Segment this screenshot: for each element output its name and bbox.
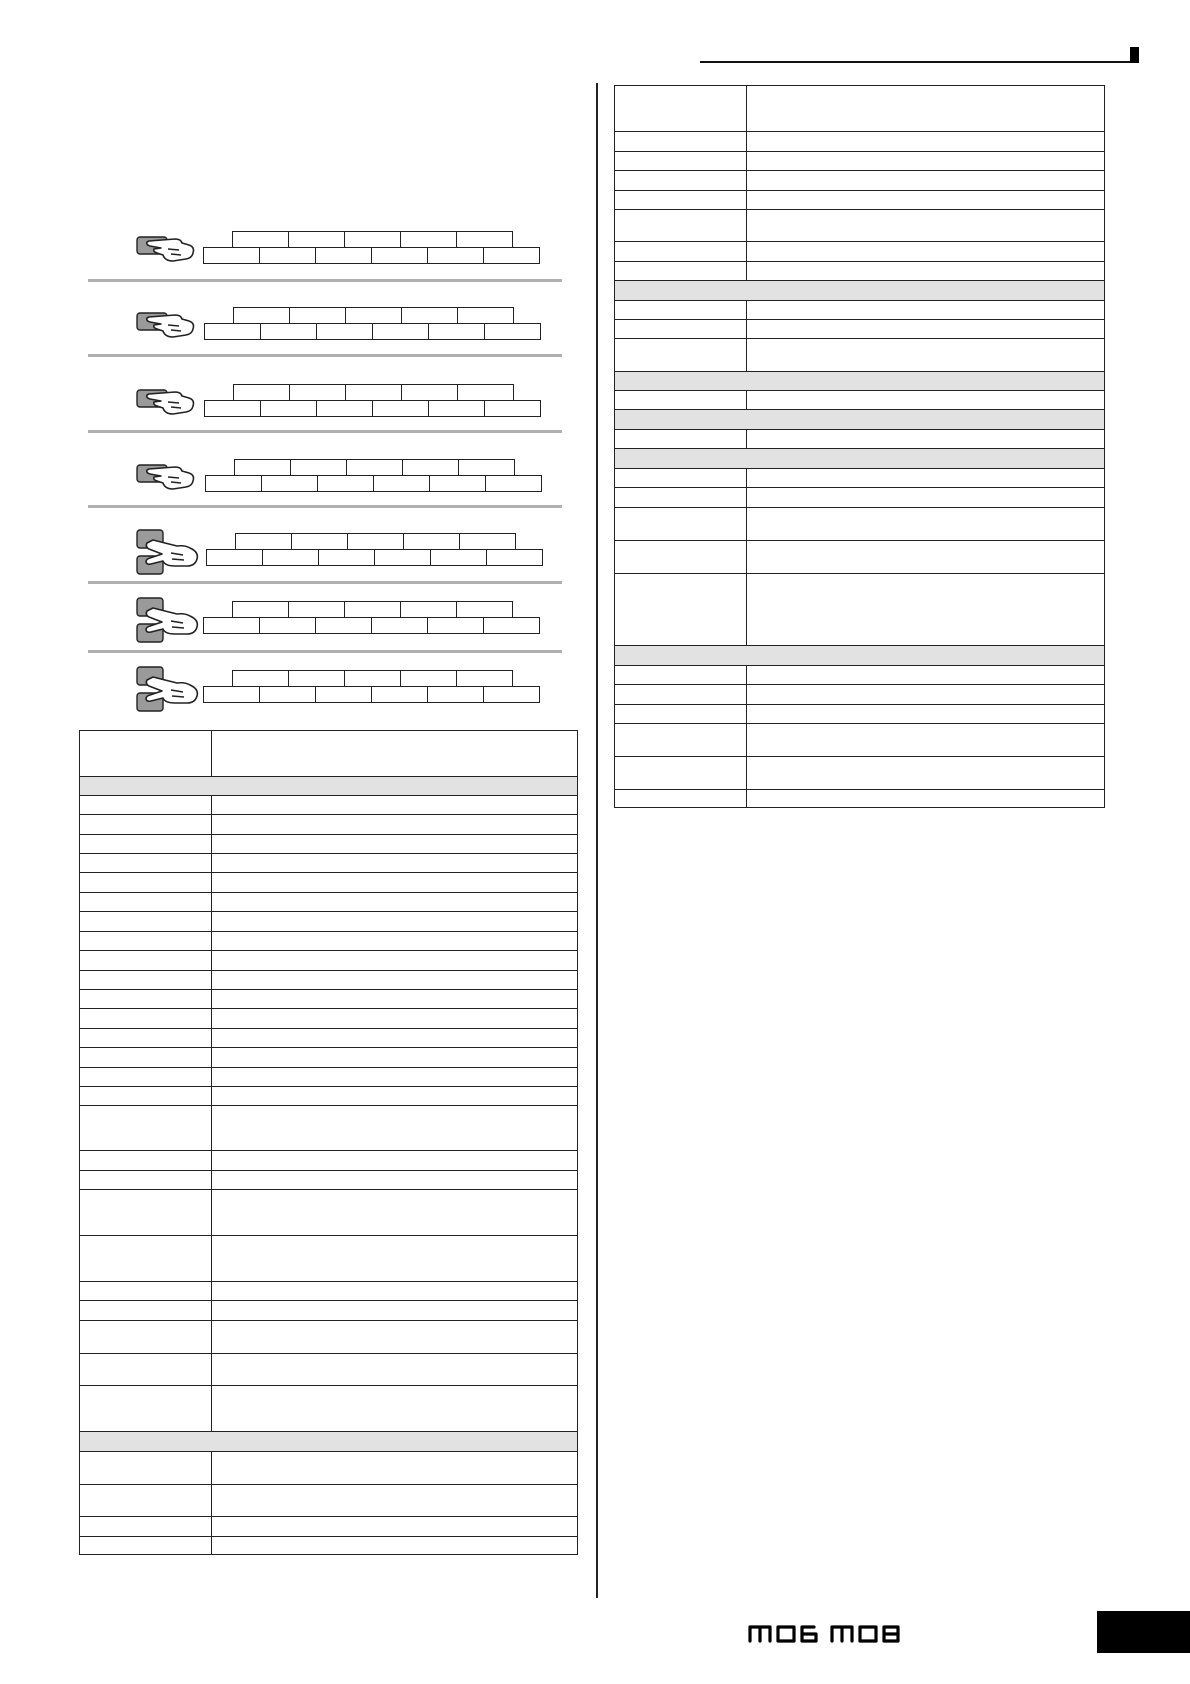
parameter-cell [615, 790, 747, 808]
key-cell [318, 549, 375, 566]
parameter-table-left [79, 730, 578, 1555]
parameter-cell [615, 541, 747, 574]
value-cell [212, 971, 578, 990]
header-marker [1130, 47, 1139, 63]
parameter-cell [80, 893, 212, 912]
key-cell [401, 384, 458, 401]
value-cell [212, 1151, 578, 1171]
value-cell [212, 1106, 578, 1151]
value-cell [747, 541, 1105, 574]
key-cell [259, 686, 316, 703]
key-cell [484, 323, 541, 340]
parameter-cell [80, 1029, 212, 1048]
table-row [615, 508, 1105, 541]
parameter-cell [615, 171, 747, 191]
page-number-tab [1097, 1611, 1190, 1653]
key-cell [483, 247, 540, 264]
parameter-cell [80, 1106, 212, 1151]
key-cell [205, 475, 262, 492]
key-cell [485, 475, 542, 492]
key-cell [402, 459, 459, 476]
value-cell [212, 815, 578, 835]
group-separator [88, 354, 562, 357]
key-cell [203, 247, 260, 264]
table-row [80, 1029, 578, 1048]
parameter-cell [615, 488, 747, 508]
value-cell [747, 152, 1105, 171]
section-cell [615, 449, 1105, 469]
value-cell [212, 1087, 578, 1106]
table-row [80, 1517, 578, 1537]
parameter-cell [80, 912, 212, 932]
table-section-row [615, 281, 1105, 301]
key-cell [371, 686, 428, 703]
table-row [80, 1452, 578, 1485]
parameter-cell [615, 430, 747, 449]
value-cell [747, 242, 1105, 262]
section-cell [615, 646, 1105, 666]
value-cell [747, 724, 1105, 757]
parameter-cell [615, 132, 747, 152]
table-section-row [80, 777, 578, 796]
key-cell [288, 670, 345, 687]
key-cell [289, 384, 346, 401]
key-cell [344, 231, 401, 248]
table-row [615, 488, 1105, 508]
table-row [615, 391, 1105, 410]
table-section-row [80, 1432, 578, 1452]
parameter-cell [615, 666, 747, 685]
table-row [80, 1171, 578, 1190]
key-cell [206, 549, 263, 566]
key-cell [344, 670, 401, 687]
key-cell [400, 670, 457, 687]
key-cell [291, 533, 348, 550]
parameter-cell [615, 152, 747, 171]
key-cell [345, 307, 402, 324]
key-cell [262, 549, 319, 566]
key-cell [203, 686, 260, 703]
key-cell [235, 533, 292, 550]
table-section-row [615, 410, 1105, 430]
parameter-cell [80, 971, 212, 990]
table-row [615, 705, 1105, 724]
key-cell [428, 400, 485, 417]
value-cell [747, 320, 1105, 339]
key-row-upper [232, 231, 513, 248]
section-cell [615, 372, 1105, 391]
value-cell [212, 1171, 578, 1190]
parameter-cell [615, 469, 747, 488]
table-row [615, 191, 1105, 210]
parameter-cell [80, 1236, 212, 1282]
key-cell [316, 323, 373, 340]
parameter-cell [80, 990, 212, 1009]
value-cell [747, 469, 1105, 488]
value-cell [747, 685, 1105, 705]
parameter-cell [615, 391, 747, 410]
key-cell [234, 459, 291, 476]
key-cell [288, 601, 345, 618]
parameter-cell [615, 574, 747, 646]
key-row-lower [203, 686, 540, 703]
key-cell [316, 400, 373, 417]
parameter-cell [80, 835, 212, 854]
key-cell [457, 307, 514, 324]
key-cell [317, 475, 374, 492]
value-cell [212, 912, 578, 932]
group-separator [88, 430, 562, 433]
section-cell [615, 281, 1105, 301]
table-section-row [615, 449, 1105, 469]
table-row [80, 835, 578, 854]
parameter-cell [80, 1087, 212, 1106]
key-cell [483, 617, 540, 634]
value-cell [212, 1537, 578, 1555]
value-cell [212, 1068, 578, 1087]
table-row [615, 724, 1105, 757]
parameter-cell [615, 724, 747, 757]
key-cell [483, 686, 540, 703]
section-cell [80, 1432, 578, 1452]
value-cell [212, 835, 578, 854]
key-cell [458, 459, 515, 476]
key-cell [260, 400, 317, 417]
key-cell [346, 459, 403, 476]
key-cell [203, 617, 260, 634]
value-cell [212, 1301, 578, 1321]
parameter-cell [615, 685, 747, 705]
value-cell [212, 951, 578, 971]
value-cell [212, 1386, 578, 1432]
key-cell [459, 533, 516, 550]
table-row [80, 990, 578, 1009]
key-cell [429, 475, 486, 492]
value-cell [747, 508, 1105, 541]
parameter-cell [80, 873, 212, 893]
key-row-lower [204, 323, 541, 340]
table-row [80, 1009, 578, 1029]
key-cell [371, 617, 428, 634]
key-cell [427, 617, 484, 634]
table-row [80, 873, 578, 893]
key-row-upper [234, 459, 515, 476]
parameter-cell [80, 1151, 212, 1171]
parameter-cell [615, 508, 747, 541]
table-row [80, 1282, 578, 1301]
table-row [80, 815, 578, 835]
key-cell [403, 533, 460, 550]
key-row-lower [203, 247, 540, 264]
table-row [615, 574, 1105, 646]
value-cell [212, 932, 578, 951]
parameter-cell [80, 1009, 212, 1029]
key-cell [315, 247, 372, 264]
key-cell [486, 549, 543, 566]
table-row [80, 1537, 578, 1555]
parameter-cell [80, 1517, 212, 1537]
value-cell [212, 873, 578, 893]
parameter-cell [80, 815, 212, 835]
value-cell [747, 171, 1105, 191]
parameter-cell [80, 951, 212, 971]
value-cell [212, 1452, 578, 1485]
value-cell [747, 790, 1105, 808]
table-section-row [615, 646, 1105, 666]
table-header-row [615, 86, 1105, 132]
key-row-lower [206, 549, 543, 566]
value-cell [212, 1517, 578, 1537]
table-row [615, 790, 1105, 808]
value-cell [747, 86, 1105, 132]
parameter-cell [615, 301, 747, 320]
key-cell [372, 400, 429, 417]
key-cell [400, 231, 457, 248]
key-cell [400, 601, 457, 618]
value-cell [212, 854, 578, 873]
value-cell [212, 1029, 578, 1048]
key-cell [430, 549, 487, 566]
value-cell [212, 1282, 578, 1301]
key-cell [260, 323, 317, 340]
table-row [80, 1236, 578, 1282]
key-cell [289, 307, 346, 324]
value-cell [747, 757, 1105, 790]
table-row [615, 320, 1105, 339]
table-row [615, 210, 1105, 242]
key-row-lower [203, 617, 540, 634]
value-cell [747, 210, 1105, 242]
parameter-cell [80, 1048, 212, 1068]
key-cell [373, 475, 430, 492]
value-cell [212, 1190, 578, 1236]
key-cell [428, 323, 485, 340]
parameter-cell [80, 1321, 212, 1354]
table-row [615, 757, 1105, 790]
parameter-cell [615, 262, 747, 281]
value-cell [747, 301, 1105, 320]
parameter-cell [615, 191, 747, 210]
group-separator [88, 650, 562, 653]
key-cell [204, 400, 261, 417]
column-divider [596, 83, 598, 1598]
key-cell [372, 323, 429, 340]
table-row [80, 854, 578, 873]
value-cell [747, 339, 1105, 372]
key-row-upper [233, 307, 514, 324]
parameter-cell [615, 320, 747, 339]
key-cell [456, 670, 513, 687]
table-row [80, 1106, 578, 1151]
key-cell [427, 247, 484, 264]
table-row [615, 262, 1105, 281]
value-cell [747, 262, 1105, 281]
parameter-cell [80, 1386, 212, 1432]
key-cell [232, 670, 289, 687]
parameter-cell [80, 1537, 212, 1555]
table-row [80, 1301, 578, 1321]
value-cell [212, 1236, 578, 1282]
value-cell [747, 430, 1105, 449]
table-row [80, 932, 578, 951]
table-header-row [80, 731, 578, 777]
key-cell [290, 459, 347, 476]
table-row [615, 171, 1105, 191]
table-row [80, 1087, 578, 1106]
key-cell [456, 601, 513, 618]
table-row [80, 1068, 578, 1087]
parameter-cell [80, 932, 212, 951]
table-row [80, 1485, 578, 1517]
parameter-cell [615, 210, 747, 242]
key-row-upper [232, 670, 513, 687]
parameter-cell [80, 1354, 212, 1386]
key-cell [484, 400, 541, 417]
value-cell [212, 1048, 578, 1068]
product-logo [748, 1620, 904, 1644]
key-cell [233, 384, 290, 401]
key-cell [259, 617, 316, 634]
table-row [615, 469, 1105, 488]
key-cell [232, 231, 289, 248]
table-row [80, 1048, 578, 1068]
section-cell [615, 410, 1105, 430]
value-cell [212, 893, 578, 912]
table-row [80, 1354, 578, 1386]
key-cell [261, 475, 318, 492]
key-cell [232, 601, 289, 618]
value-cell [212, 731, 578, 777]
section-cell [80, 777, 578, 796]
table-section-row [615, 372, 1105, 391]
table-row [80, 912, 578, 932]
header-rule [700, 61, 1132, 63]
key-cell [427, 686, 484, 703]
table-row [615, 132, 1105, 152]
key-cell [371, 247, 428, 264]
parameter-table-right [614, 85, 1105, 808]
parameter-cell [615, 242, 747, 262]
key-cell [374, 549, 431, 566]
value-cell [212, 1321, 578, 1354]
key-row-lower [205, 475, 542, 492]
key-row-lower [204, 400, 541, 417]
table-row [615, 339, 1105, 372]
key-cell [456, 231, 513, 248]
value-cell [747, 574, 1105, 646]
value-cell [747, 191, 1105, 210]
table-row [80, 893, 578, 912]
key-cell [344, 601, 401, 618]
parameter-cell [80, 854, 212, 873]
value-cell [747, 391, 1105, 410]
value-cell [747, 705, 1105, 724]
parameter-cell [80, 1068, 212, 1087]
table-row [615, 152, 1105, 171]
key-cell [401, 307, 458, 324]
group-separator [88, 279, 562, 282]
table-row [80, 971, 578, 990]
parameter-cell [80, 731, 212, 777]
key-cell [315, 686, 372, 703]
table-row [80, 1386, 578, 1432]
table-row [80, 951, 578, 971]
key-row-upper [233, 384, 514, 401]
key-cell [259, 247, 316, 264]
parameter-cell [80, 1171, 212, 1190]
group-separator [88, 581, 562, 584]
table-row [80, 796, 578, 815]
value-cell [747, 488, 1105, 508]
parameter-cell [80, 1452, 212, 1485]
table-row [615, 242, 1105, 262]
table-row [80, 1151, 578, 1171]
value-cell [212, 990, 578, 1009]
table-row [615, 301, 1105, 320]
value-cell [747, 666, 1105, 685]
table-row [80, 1321, 578, 1354]
table-row [615, 430, 1105, 449]
parameter-cell [615, 86, 747, 132]
parameter-cell [615, 705, 747, 724]
group-separator [88, 505, 562, 508]
value-cell [212, 1009, 578, 1029]
table-row [615, 685, 1105, 705]
table-row [615, 666, 1105, 685]
value-cell [212, 1354, 578, 1386]
key-cell [345, 384, 402, 401]
key-cell [347, 533, 404, 550]
value-cell [212, 796, 578, 815]
parameter-cell [80, 1301, 212, 1321]
value-cell [212, 1485, 578, 1517]
key-cell [204, 323, 261, 340]
parameter-cell [80, 1485, 212, 1517]
table-row [615, 541, 1105, 574]
key-cell [315, 617, 372, 634]
key-cell [457, 384, 514, 401]
key-cell [288, 231, 345, 248]
parameter-cell [80, 1282, 212, 1301]
key-cell [233, 307, 290, 324]
parameter-cell [615, 339, 747, 372]
key-row-upper [235, 533, 516, 550]
parameter-cell [615, 757, 747, 790]
key-row-upper [232, 601, 513, 618]
value-cell [747, 132, 1105, 152]
table-row [80, 1190, 578, 1236]
parameter-cell [80, 1190, 212, 1236]
parameter-cell [80, 796, 212, 815]
